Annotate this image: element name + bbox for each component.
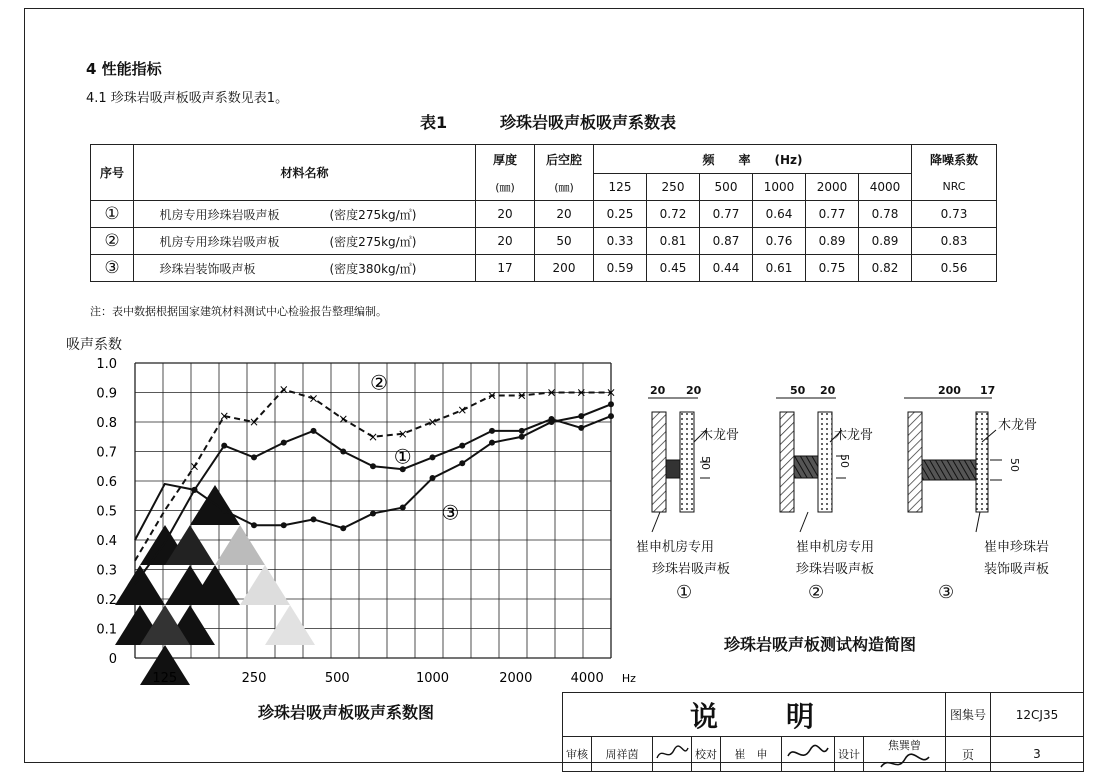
series-point: [578, 413, 584, 419]
x-tick-label: 250: [241, 671, 267, 686]
row-nrc: 0.56: [912, 255, 997, 282]
row-value: 0.77: [806, 201, 859, 228]
series-point: [281, 440, 287, 446]
diagram-dim-1b: 20: [686, 384, 702, 397]
diagram-dim50-2: 50: [838, 454, 851, 468]
material-density: (密度275kg/㎥): [329, 207, 417, 222]
series-point: ×: [546, 385, 557, 400]
series-point: ×: [427, 415, 438, 429]
page-label: 页: [946, 737, 991, 772]
design-label: 设计: [835, 737, 864, 772]
table-title: 珍珠岩吸声板吸声系数表: [500, 113, 677, 132]
table-row: [91, 255, 997, 282]
row-cavity: 20: [535, 201, 594, 228]
series-point: ×: [338, 412, 349, 427]
chart-ylabel: 吸声系数: [66, 337, 122, 353]
atlas-label: 图集号: [946, 693, 991, 737]
row-material: [134, 228, 476, 255]
y-tick-label: 0.1: [96, 622, 117, 638]
section-heading: 4 性能指标: [86, 60, 162, 78]
series-label: ③: [441, 500, 460, 525]
series-point: [370, 510, 376, 516]
row-value: 0.82: [859, 255, 912, 282]
row-seq: ②: [91, 228, 134, 255]
y-tick-label: 0.2: [96, 593, 117, 608]
row-value: 0.78: [859, 201, 912, 228]
x-tick-label: Hz: [621, 672, 636, 685]
header-freq-4000: 4000: [859, 174, 912, 201]
diagram-dim-1a: 20: [650, 384, 666, 397]
series-point: [281, 522, 287, 528]
header-cavity-unit: (㎜): [535, 174, 594, 201]
row-value: 0.45: [647, 255, 700, 282]
diagram-item-2: [776, 398, 846, 532]
header-freq-125: 125: [594, 174, 647, 201]
table-row: [91, 228, 997, 255]
diagram-title: 珍珠岩吸声板测试构造简图: [724, 635, 917, 654]
x-tick-label: 2000: [499, 671, 533, 686]
row-value: 0.59: [594, 255, 647, 282]
series-point: [519, 428, 525, 434]
watermark-pattern: [115, 485, 315, 685]
material-name: 珍珠岩装饰吸声板: [159, 261, 256, 276]
page-value: 3: [991, 737, 1084, 772]
series-point: ×: [457, 403, 468, 418]
row-value: 0.77: [700, 201, 753, 228]
series-point: [430, 475, 436, 481]
row-value: 0.75: [806, 255, 859, 282]
check-name: 崔 申: [721, 737, 782, 772]
material-name: 机房专用珍珠岩吸声板: [159, 234, 280, 249]
series-point: ×: [397, 426, 408, 441]
y-tick-label: 0.6: [96, 475, 117, 490]
header-freq-1000: 1000: [753, 174, 806, 201]
title-block: [562, 692, 1084, 772]
y-tick-label: 0.5: [96, 504, 117, 520]
header-freq-500: 500: [700, 174, 753, 201]
row-seq: ③: [91, 255, 134, 282]
row-thickness: 20: [476, 201, 535, 228]
design-signature: [877, 753, 933, 771]
series-point: [608, 401, 614, 407]
x-tick-label: 125: [152, 671, 178, 686]
row-thickness: 17: [476, 255, 535, 282]
review-name: 周祥茵: [592, 737, 653, 772]
series-point: [251, 454, 257, 460]
material-name: 机房专用珍珠岩吸声板: [159, 207, 280, 222]
row-thickness: 20: [476, 228, 535, 255]
check-label: 校对: [692, 737, 721, 772]
row-cavity: 50: [535, 228, 594, 255]
series-point: [311, 428, 317, 434]
row-nrc: 0.73: [912, 201, 997, 228]
diagram-number-3: ③: [938, 582, 955, 603]
header-nrc: 降噪系数: [912, 145, 997, 174]
material-density: (密度275kg/㎥): [329, 234, 417, 249]
row-value: 0.89: [806, 228, 859, 255]
diagram-number-1: ①: [676, 582, 693, 603]
series-point: [370, 463, 376, 469]
diagram-dim-3b: 17: [980, 384, 996, 397]
chart-title: 珍珠岩吸声板吸声系数图: [258, 703, 435, 722]
y-tick-label: 0.9: [96, 386, 117, 402]
series-point: [489, 440, 495, 446]
diagram-caption1-1: 崔申机房专用: [636, 540, 715, 555]
header-material: 材料名称: [134, 145, 476, 201]
header-thickness: 厚度: [476, 145, 535, 174]
diagram-dim-3a: 200: [938, 384, 961, 397]
row-value: 0.33: [594, 228, 647, 255]
series-point: [459, 460, 465, 466]
diagram-keel-2: 木龙骨: [834, 428, 874, 443]
series-point: ×: [605, 385, 617, 400]
row-seq: ①: [91, 201, 134, 228]
diagram-caption1-2: 崔申机房专用: [796, 540, 875, 555]
check-signature: [782, 737, 835, 772]
series-point: [251, 522, 257, 528]
series-point: [578, 425, 584, 431]
series-point: [340, 525, 346, 531]
series-point: ×: [486, 388, 498, 403]
diagram-dim-2a: 50: [790, 384, 806, 397]
x-tick-label: 1000: [415, 671, 450, 686]
diagram-dim50-1: 50: [699, 456, 712, 470]
chart-plot: [135, 371, 616, 585]
series-point: [221, 443, 227, 449]
design-name-cell: [864, 737, 946, 772]
header-freq-2000: 2000: [806, 174, 859, 201]
diagram-caption2-1: 珍珠岩吸声板: [652, 562, 731, 577]
series-point: ×: [189, 459, 200, 474]
series-point: ×: [278, 382, 289, 397]
row-material: [134, 201, 476, 228]
series-point: ×: [576, 385, 587, 400]
table-note: 注：表中数据根据国家建筑材料测试中心检验报告整理编制。: [90, 305, 387, 318]
series-point: [459, 443, 465, 449]
series-point: ×: [248, 415, 260, 429]
header-freq-250: 250: [647, 174, 700, 201]
series-point: [192, 487, 198, 493]
series-label: ②: [369, 370, 388, 395]
material-density: (密度380kg/㎥): [329, 261, 417, 276]
diagram-caption2-3: 装饰吸声板: [984, 562, 1050, 577]
header-frequency: 频 率 (Hz): [594, 145, 912, 174]
row-value: 0.72: [647, 201, 700, 228]
review-signature: [653, 737, 692, 772]
row-value: 0.25: [594, 201, 647, 228]
series-point: [400, 505, 406, 511]
table-number: 表1: [420, 113, 448, 132]
diagram-caption1-3: 崔申珍珠岩: [984, 540, 1050, 555]
absorption-chart: [60, 350, 636, 690]
row-value: 0.61: [753, 255, 806, 282]
y-tick-label: 1.0: [96, 357, 117, 372]
row-value: 0.44: [700, 255, 753, 282]
diagram-dim-2b: 20: [820, 384, 836, 397]
y-tick-label: 0.3: [96, 563, 117, 579]
series-point: ×: [308, 391, 319, 406]
diagram-number-2: ②: [808, 582, 825, 603]
header-nrc-sub: NRC: [912, 174, 997, 201]
row-value: 0.87: [700, 228, 753, 255]
diagram-keel-3: 木龙骨: [998, 418, 1038, 433]
y-tick-label: 0.7: [96, 445, 117, 461]
atlas-value: 12CJ35: [991, 693, 1084, 737]
y-tick-label: 0.8: [96, 416, 117, 431]
series-point: [340, 449, 346, 455]
x-tick-label: 500: [324, 671, 350, 686]
diagram-keel-1: 木龙骨: [700, 428, 740, 443]
series-label: ①: [393, 444, 412, 469]
row-material: [134, 255, 476, 282]
series-point: ×: [516, 388, 527, 403]
series-point: ×: [219, 409, 230, 424]
absorption-table: [90, 144, 997, 282]
y-tick-label: 0.4: [96, 534, 117, 549]
row-value: 0.89: [859, 228, 912, 255]
series-point: [489, 428, 495, 434]
table-row: [91, 201, 997, 228]
row-value: 0.64: [753, 201, 806, 228]
series-point: [608, 413, 614, 419]
design-name: 焦巽曾: [888, 739, 921, 752]
row-cavity: 200: [535, 255, 594, 282]
x-tick-label: 4000: [570, 671, 604, 686]
header-cavity: 后空腔: [535, 145, 594, 174]
header-seq: 序号: [91, 145, 134, 201]
review-label: 审核: [563, 737, 592, 772]
row-nrc: 0.83: [912, 228, 997, 255]
y-tick-label: 0: [108, 652, 117, 667]
series-point: [519, 434, 525, 440]
series-point: [430, 454, 436, 460]
header-thickness-unit: (㎜): [476, 174, 535, 201]
row-value: 0.81: [647, 228, 700, 255]
series-point: [311, 516, 317, 522]
diagram-caption2-2: 珍珠岩吸声板: [796, 562, 875, 577]
series-point: ×: [367, 429, 379, 444]
title-block-title: 说 明: [563, 693, 946, 737]
series-point: [221, 508, 227, 514]
series-line-2: [135, 390, 611, 561]
diagram-dim50-3: 50: [1008, 458, 1021, 472]
row-value: 0.76: [753, 228, 806, 255]
section-subheading: 4.1 珍珠岩吸声板吸声系数见表1。: [86, 91, 289, 106]
diagram-item-3: [904, 398, 1002, 532]
series-point: [549, 419, 555, 425]
